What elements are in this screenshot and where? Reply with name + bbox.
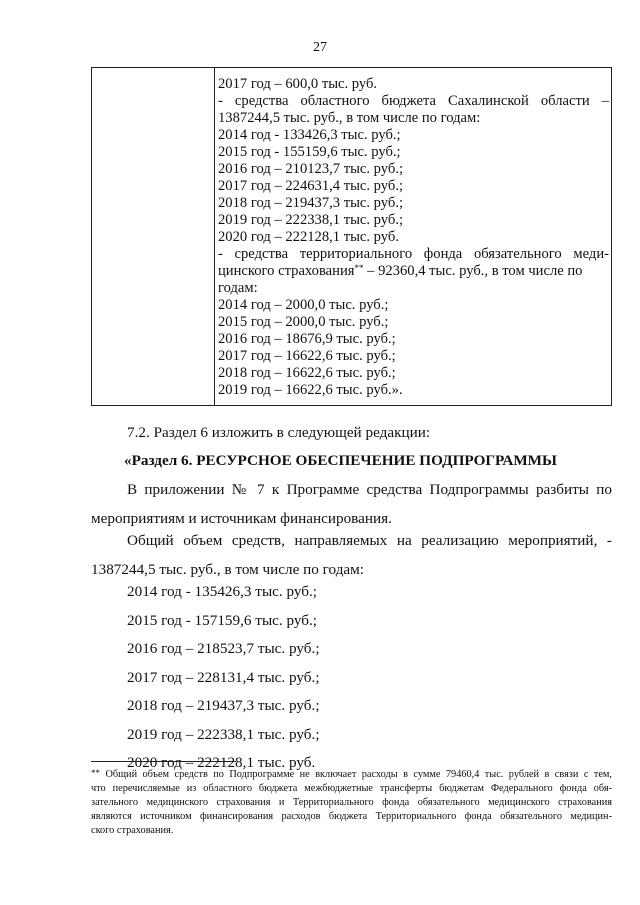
paragraph-1 <box>91 475 612 533</box>
table-line: 2017 год – 16622,6 тыс. руб.; <box>218 348 396 364</box>
year-line: 2017 год – 228131,4 тыс. руб.; <box>127 668 320 686</box>
table-line-part: – 92360,4 тыс. руб., в том числе по <box>367 263 583 279</box>
footnote-mark: ** <box>91 768 100 778</box>
paragraph-2-line-1: Общий объем средств, направляемых на реализацию мероприятий, - <box>127 532 612 549</box>
table-line-with-footnote <box>218 263 609 280</box>
footnote-line: ского страхования. <box>91 825 174 836</box>
year-line: 2014 год - 135426,3 тыс. руб.; <box>127 583 318 600</box>
year-line: 2019 год – 222338,1 тыс. руб.; <box>127 725 320 743</box>
table-line: - средства областного бюджета Сахалинской области – <box>218 93 609 109</box>
table-line: 2015 год - 155159,6 тыс. руб.; <box>218 144 401 160</box>
table-line: годам: <box>218 280 258 296</box>
table-line: 2014 год - 133426,3 тыс. руб.; <box>218 127 401 143</box>
table-line: 2016 год – 210123,7 тыс. руб.; <box>218 161 404 177</box>
table-line: 2018 год – 219437,3 тыс. руб.; <box>218 195 404 211</box>
page-number: 27 <box>313 40 327 55</box>
table-line: 2016 год – 18676,9 тыс. руб.; <box>218 331 396 347</box>
year-line: 2015 год - 157159,6 тыс. руб.; <box>127 611 318 629</box>
year-line: 2020 год – 222128,1 тыс. руб. <box>127 754 316 771</box>
paragraph-1-line-1: В приложении № 7 к Программе средства Подпрограммы разбиты по <box>127 481 612 498</box>
section-7-2-text: 7.2. Раздел 6 изложить в следующей редакции: <box>127 424 431 441</box>
table-line: 2017 год – 600,0 тыс. руб. <box>218 76 378 92</box>
footnote-separator <box>91 761 236 762</box>
paragraph-2-line-2: 1387244,5 тыс. руб., в том числе по годам: <box>91 561 364 578</box>
footnote-mark: ** <box>354 263 364 273</box>
footnote <box>91 768 612 838</box>
funding-by-year-list <box>127 578 320 778</box>
table-line: 2014 год – 2000,0 тыс. руб.; <box>218 297 389 313</box>
footnote-text: Общий объем средств по Подпрограмме не включает расходы в сумме 79460,4 тыс. рублей в связи с тем, <box>105 769 612 780</box>
table-line: 2015 год – 2000,0 тыс. руб.; <box>218 314 389 330</box>
footnote-line: что перечисляемые из областного бюджета межбюджетные трансферты бюджетам Федерального фонда обя- <box>91 783 612 794</box>
table-line: 2019 год – 222338,1 тыс. руб.; <box>218 212 404 228</box>
paragraph-2 <box>91 526 612 584</box>
footnote-line: являются источником финансирования расходов бюджета Территориального фонда обязательного медицин- <box>91 811 612 822</box>
table-line: 1387244,5 тыс. руб., в том числе по годам: <box>218 110 481 126</box>
table-line: - средства территориального фонда обязательного меди- <box>218 246 609 262</box>
table-right-column <box>215 68 611 405</box>
table-line: 2019 год – 16622,6 тыс. руб.». <box>218 382 403 398</box>
table-line: 2020 год – 222128,1 тыс. руб. <box>218 229 399 245</box>
table-line: 2017 год – 224631,4 тыс. руб.; <box>218 178 404 194</box>
footnote-line <box>91 768 612 782</box>
paragraph-1-line-2: мероприятиям и источникам финансирования. <box>91 510 392 527</box>
year-line: 2016 год – 218523,7 тыс. руб.; <box>127 640 320 657</box>
continuation-table <box>91 67 612 406</box>
footnote-line: зательного медицинского страхования и Территориального фонда обязательного медицинского страхования <box>91 797 612 808</box>
table-left-column <box>92 68 215 405</box>
section-6-title: «Раздел 6. РЕСУРСНОЕ ОБЕСПЕЧЕНИЕ ПОДПРОГРАММЫ <box>124 452 557 469</box>
table-line: 2018 год – 16622,6 тыс. руб.; <box>218 365 396 381</box>
table-line-part: цинского страхования <box>218 263 355 279</box>
year-line: 2018 год – 219437,3 тыс. руб.; <box>127 697 320 714</box>
